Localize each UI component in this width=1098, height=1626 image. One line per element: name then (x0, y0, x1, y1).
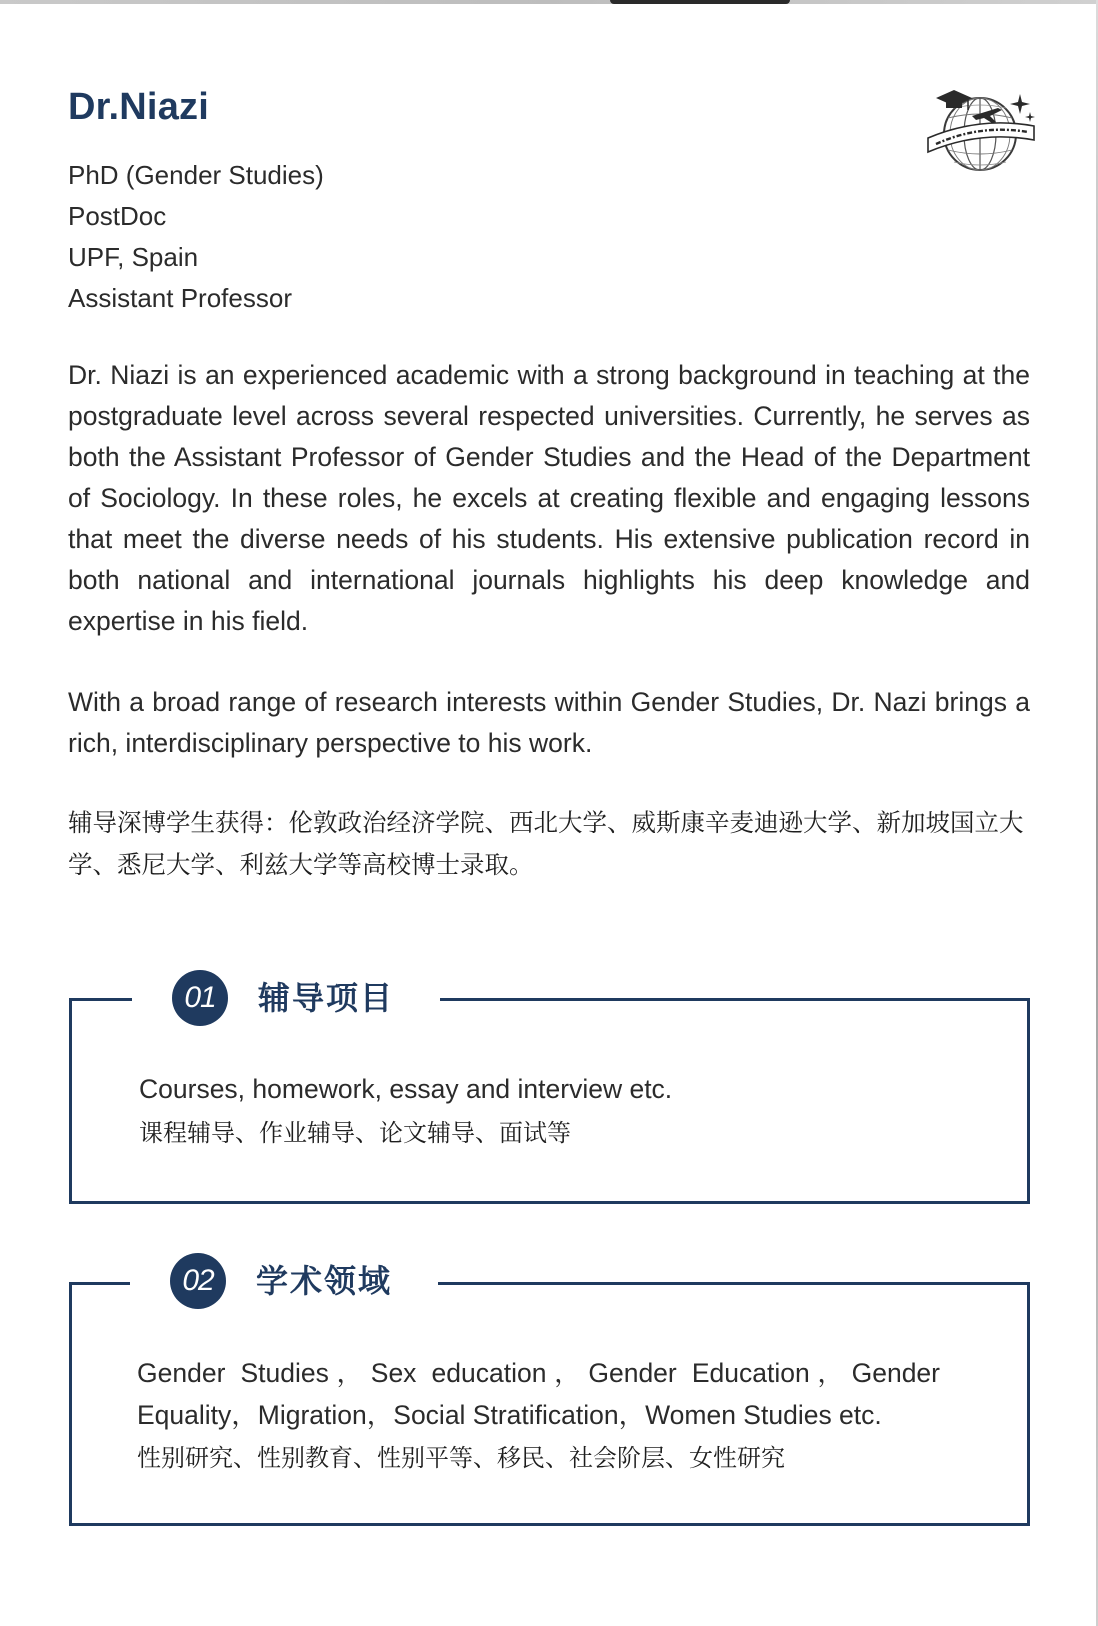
brand-logo (924, 86, 1036, 178)
credential-postdoc: PostDoc (68, 201, 167, 231)
credential-phd: PhD (Gender Studies) (68, 160, 324, 190)
section-2-number-badge: 02 (170, 1253, 226, 1309)
bio-paragraph-2: With a broad range of research interests within Gender Studies, Dr. Nazi brings a rich, interdisciplinary perspective to his work. (68, 687, 1030, 758)
credentials-list (68, 155, 324, 319)
section-2-text-cn: 性别研究、性别教育、性别平等、移民、社会阶层、女性研究 (137, 1444, 785, 1472)
section-1-title: 辅导项目 (258, 979, 395, 1017)
top-edge-strip (0, 0, 1098, 4)
credential-institution: UPF, Spain (68, 242, 199, 272)
section-2-text-en: Gender Studies，Sex education，Gender Education，Gender Equality，Migration，Social Stratification，Women Studies etc. (137, 1358, 940, 1430)
graduation-cap-icon (936, 90, 972, 110)
top-edge-shadow (610, 0, 790, 4)
globe-icon (924, 86, 1036, 178)
section-1-text-en: Courses, homework, essay and interview etc. (139, 1074, 673, 1104)
credential-position: Assistant Professor (68, 283, 292, 313)
section-1-text-cn: 课程辅导、作业辅导、论文辅导、面试等 (139, 1119, 571, 1147)
bio-paragraph-1: Dr. Niazi is an experienced academic with a strong background in teaching at the postgraduate level across several respected universities. Currently, he serves as both the Assistant Professor of Gender Studies and the Head of the Department of Sociology. In these roles, he excels at creating flexible and engaging lessons that meet the diverse needs of his students. His extensive publication record in both national and international journals highlights his deep knowledge and expertise in his field. (68, 360, 1030, 636)
profile-name: Dr.Niazi (68, 86, 209, 128)
section-2-title: 学术领域 (256, 1262, 393, 1300)
section-1-number-badge: 01 (172, 970, 228, 1026)
bio-paragraph-cn: 辅导深博学生获得：伦敦政治经济学院、西北大学、威斯康辛麦迪逊大学、新加坡国立大学、悉尼大学、利兹大学等高校博士录取。 (68, 808, 1024, 879)
sparkle-icon (1010, 94, 1035, 122)
